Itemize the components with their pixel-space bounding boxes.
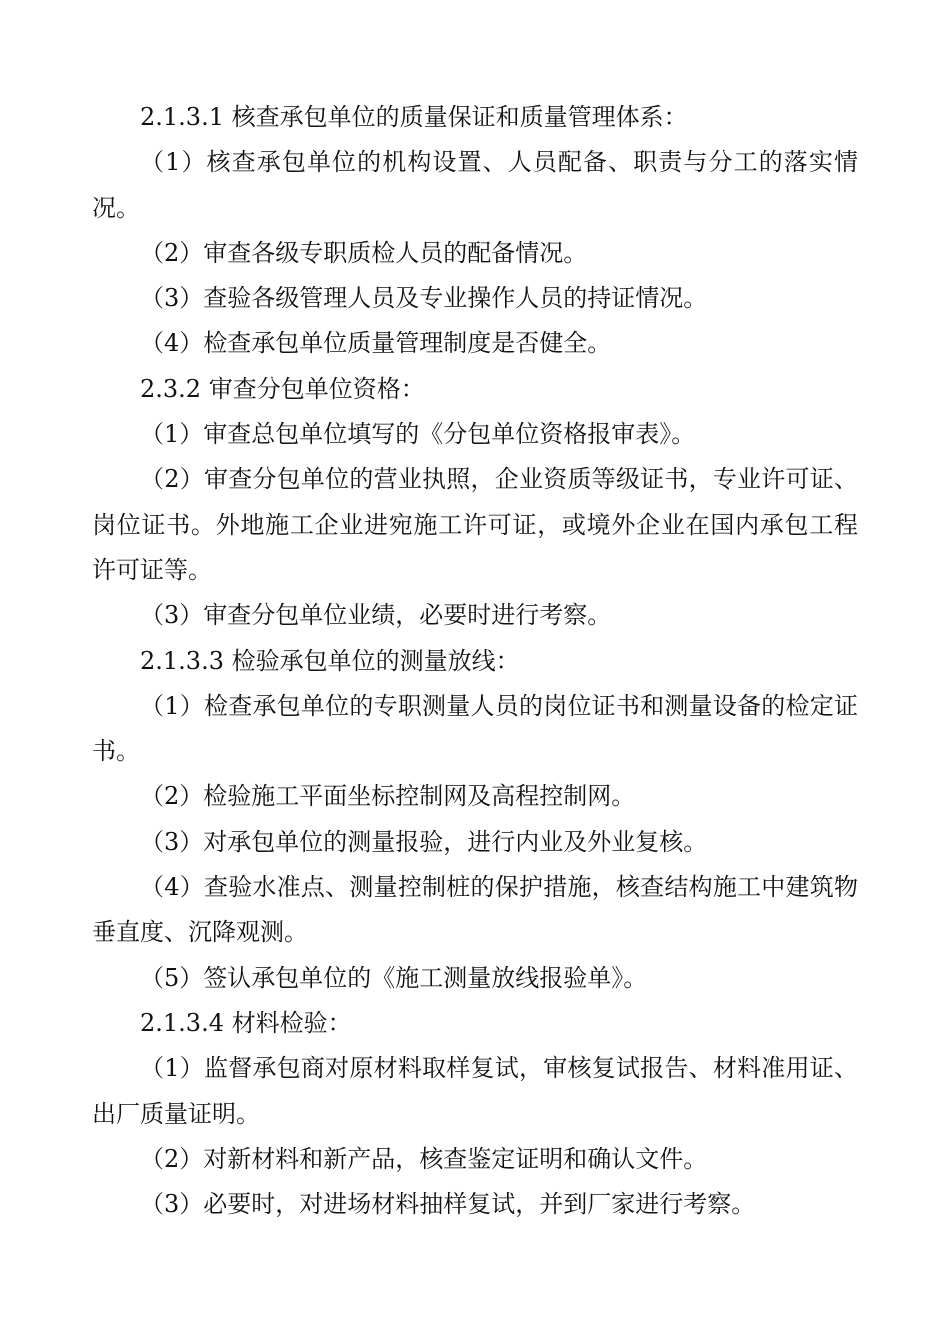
section-heading-2-1-3-4: 2.1.3.4 材料检验： bbox=[140, 1008, 352, 1037]
list-item: （2）审查各级专职质检人员的配备情况。 bbox=[140, 238, 588, 267]
list-item: （1）检查承包单位的专职测量人员的岗位证书和测量设备的检定证书。 bbox=[92, 691, 858, 766]
list-item: （3）审查分包单位业绩，必要时进行考察。 bbox=[140, 601, 612, 630]
list-item: （1）监督承包商对原材料取样复试，审核复试报告、材料准用证、出厂质量证明。 bbox=[92, 1054, 858, 1128]
list-item: （1）核查承包单位的机构设置、人员配备、职责与分工的落实情况。 bbox=[92, 148, 858, 222]
list-item: （3）必要时，对进场材料抽样复试，并到厂家进行考察。 bbox=[140, 1190, 756, 1219]
list-item: （5）签认承包单位的《施工测量放线报验单》。 bbox=[140, 963, 648, 992]
list-item: （3）查验各级管理人员及专业操作人员的持证情况。 bbox=[140, 284, 708, 313]
section-heading-2-1-3-1: 2.1.3.1 核查承包单位的质量保证和质量管理体系： bbox=[140, 103, 688, 131]
list-item: （4）检查承包单位质量管理制度是否健全。 bbox=[140, 329, 612, 358]
list-item: （2）检验施工平面坐标控制网及高程控制网。 bbox=[140, 782, 636, 811]
document-body bbox=[92, 95, 858, 1227]
section-heading-2-1-3-3: 2.1.3.3 检验承包单位的测量放线： bbox=[140, 646, 520, 675]
list-item: （1）审查总包单位填写的《分包单位资格报审表》。 bbox=[140, 420, 696, 449]
list-item: （3）对承包单位的测量报验，进行内业及外业复核。 bbox=[140, 827, 708, 856]
list-item: （4）查验水准点、测量控制桩的保护措施，核查结构施工中建筑物垂直度、沉降观测。 bbox=[92, 873, 858, 947]
list-item: （2）对新材料和新产品，核查鉴定证明和确认文件。 bbox=[140, 1144, 708, 1173]
section-heading-2-3-2: 2.3.2 审查分包单位资格： bbox=[140, 374, 425, 403]
list-item: （2）审查分包单位的营业执照，企业资质等级证书，专业许可证、岗位证书。外地施工企业进宛施工许可证，或境外企业在国内承包工程许可证等。 bbox=[92, 465, 858, 584]
